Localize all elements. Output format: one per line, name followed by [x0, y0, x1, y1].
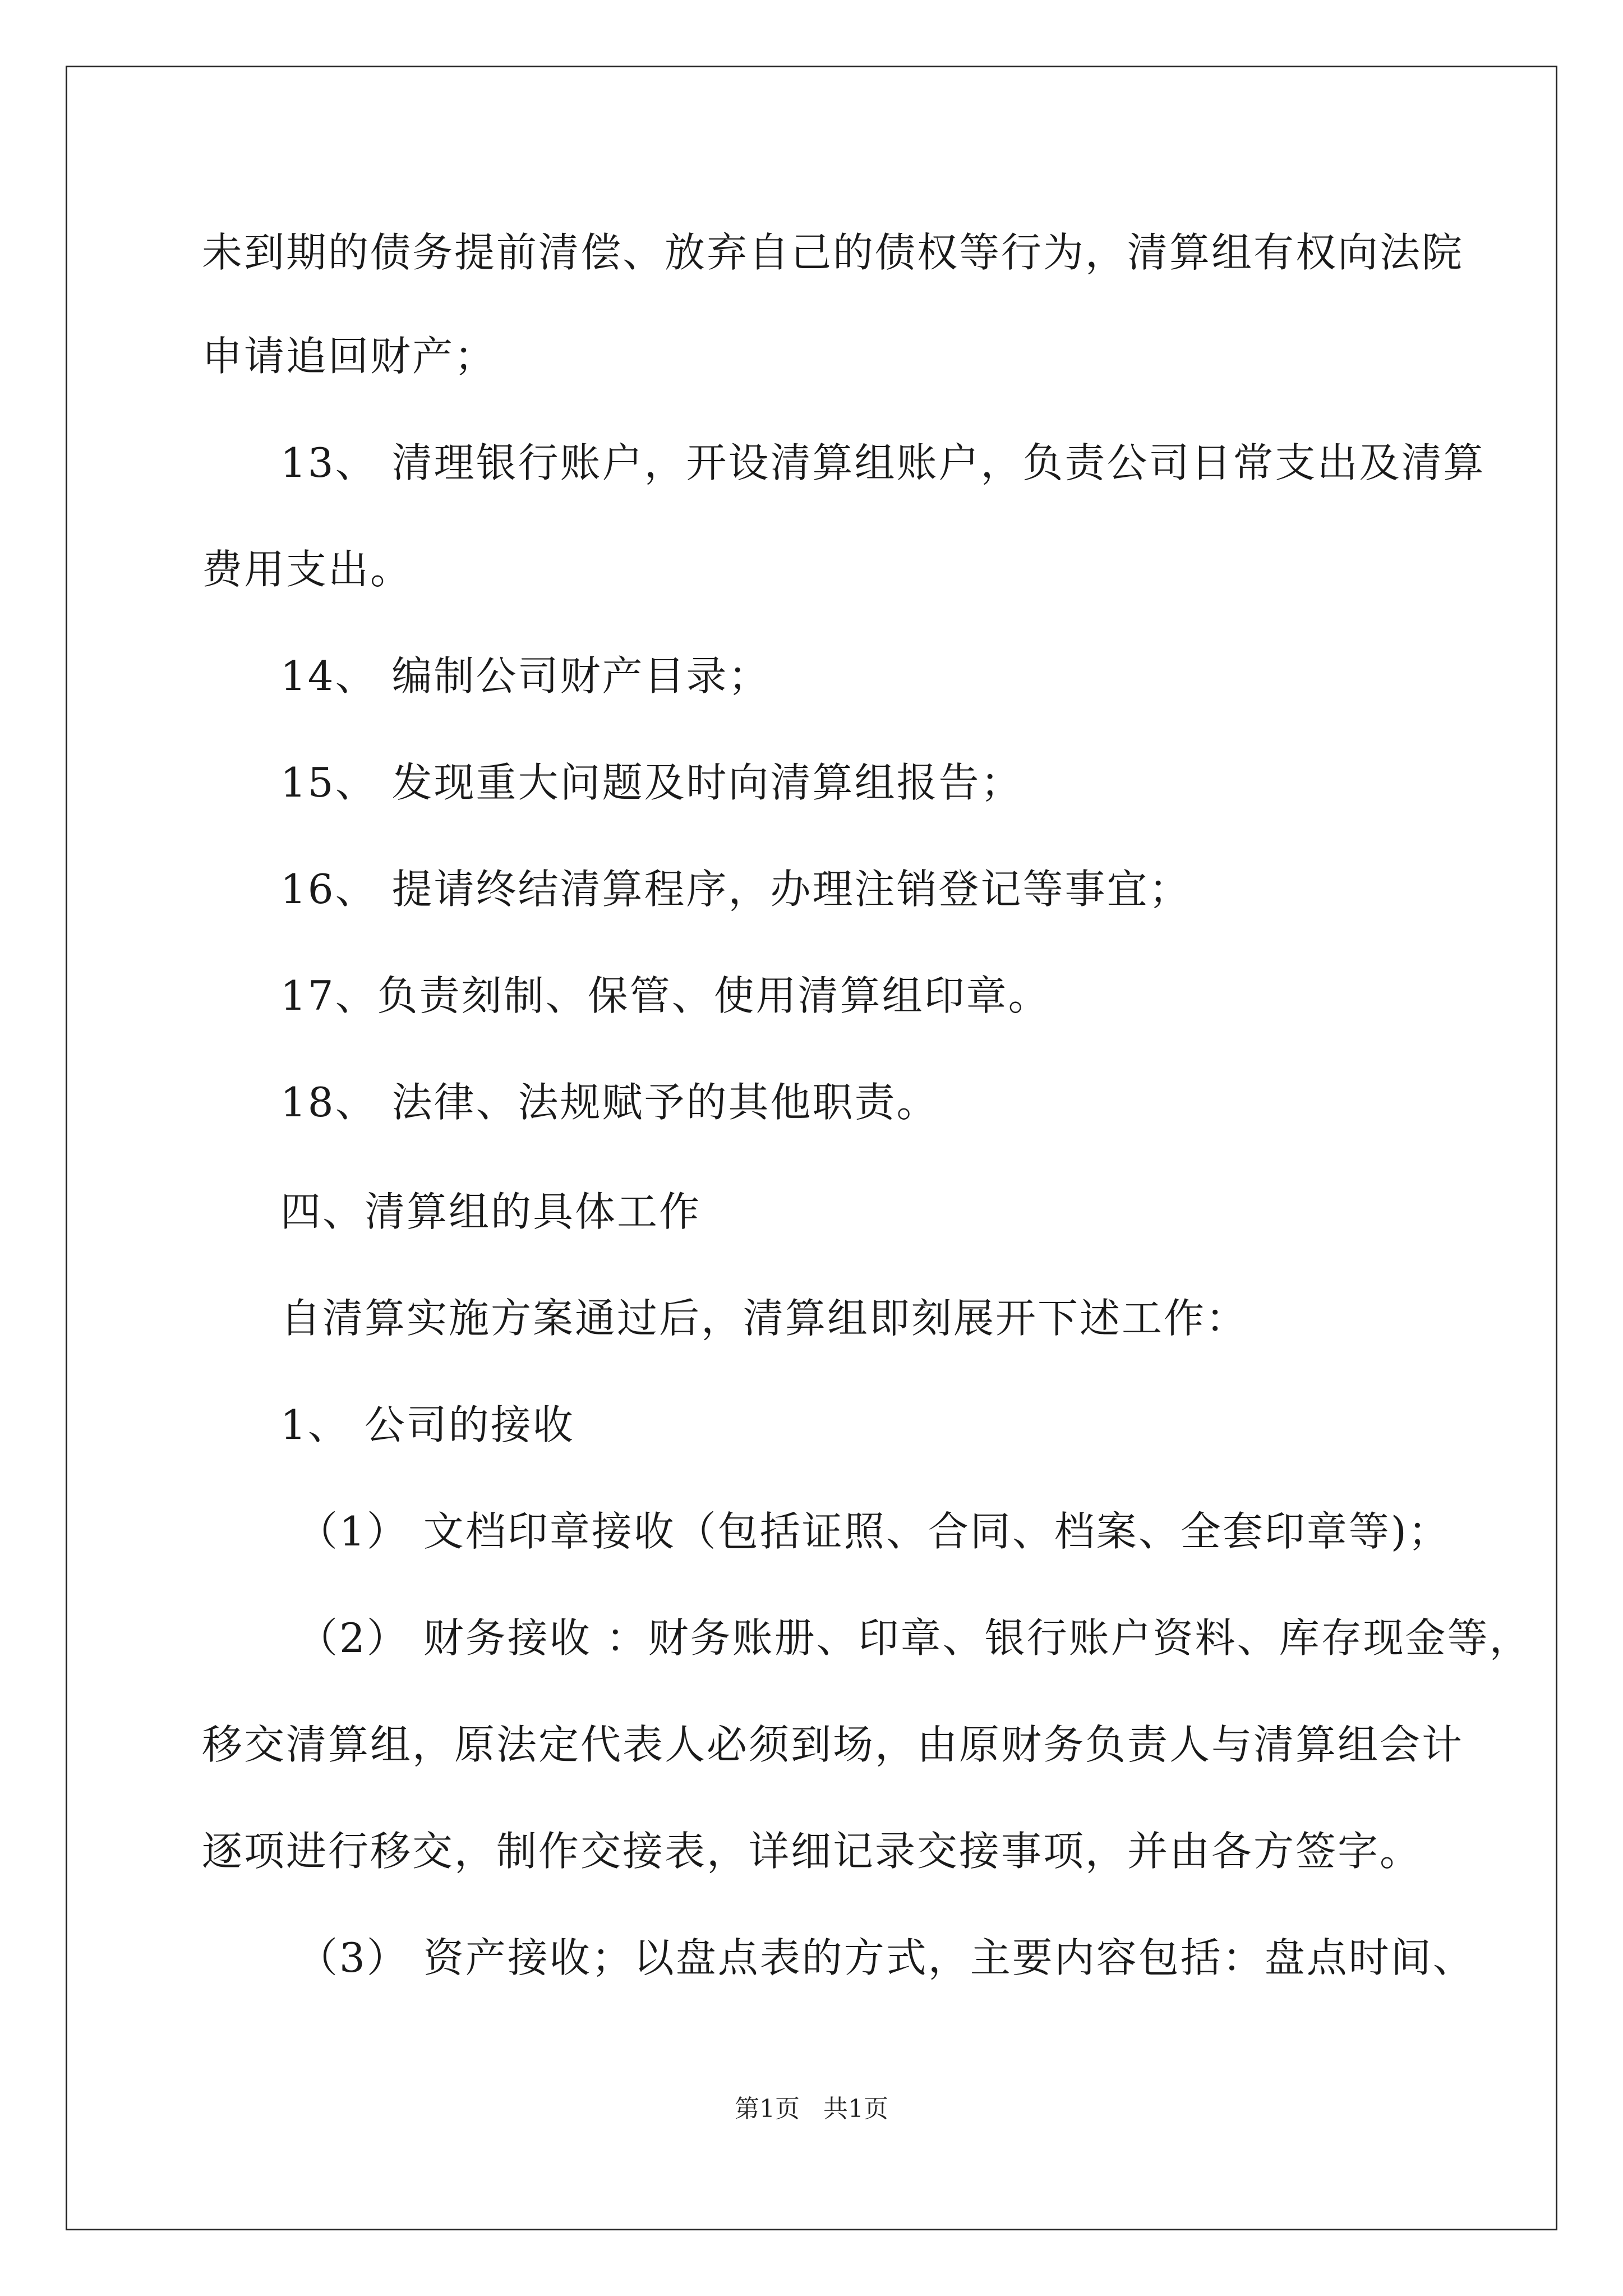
text-line-14: （2） 财务接收 ：财务账册、印章、银行账户资料、库存现金等，: [297, 1614, 1532, 1662]
text-line-6: 15、 发现重大问题及时向清算组报告；: [280, 759, 1023, 806]
text-line-1: 未到期的债务提前清偿、放弃自己的债权等行为，清算组有权向法院: [202, 229, 1464, 276]
text-line-16: 逐项进行移交，制作交接表，详细记录交接事项，并由各方签字。: [202, 1828, 1422, 1875]
text-line-5: 14、 编制公司财产目录；: [280, 652, 771, 700]
page-border: [66, 66, 1557, 2230]
text-line-12: 1、 公司的接收: [280, 1401, 575, 1448]
text-line-8: 17、负责刻制、保管、使用清算组印章。: [280, 972, 1050, 1019]
text-line-4: 费用支出。: [202, 546, 413, 593]
text-line-11: 自清算实施方案通过后，清算组即刻展开下述工作：: [280, 1295, 1248, 1342]
page-number-footer: 第1页 共1页: [735, 2095, 888, 2123]
text-line-7: 16、 提请终结清算程序，办理注销登记等事宜；: [280, 866, 1191, 913]
text-line-13: （1） 文档印章接收（包括证照、合同、档案、全套印章等)；: [297, 1508, 1450, 1555]
text-line-15: 移交清算组，原法定代表人必须到场，由原财务负责人与清算组会计: [202, 1721, 1464, 1768]
section-heading: 四、清算组的具体工作: [280, 1188, 702, 1235]
text-line-2: 申请追回财产；: [202, 333, 497, 380]
text-line-3: 13、 清理银行账户，开设清算组账户，负责公司日常支出及清算: [280, 439, 1486, 486]
text-line-17: （3） 资产接收；以盘点表的方式，主要内容包括：盘点时间、: [297, 1934, 1475, 1981]
text-line-9: 18、 法律、法规赋予的其他职责。: [280, 1079, 939, 1126]
